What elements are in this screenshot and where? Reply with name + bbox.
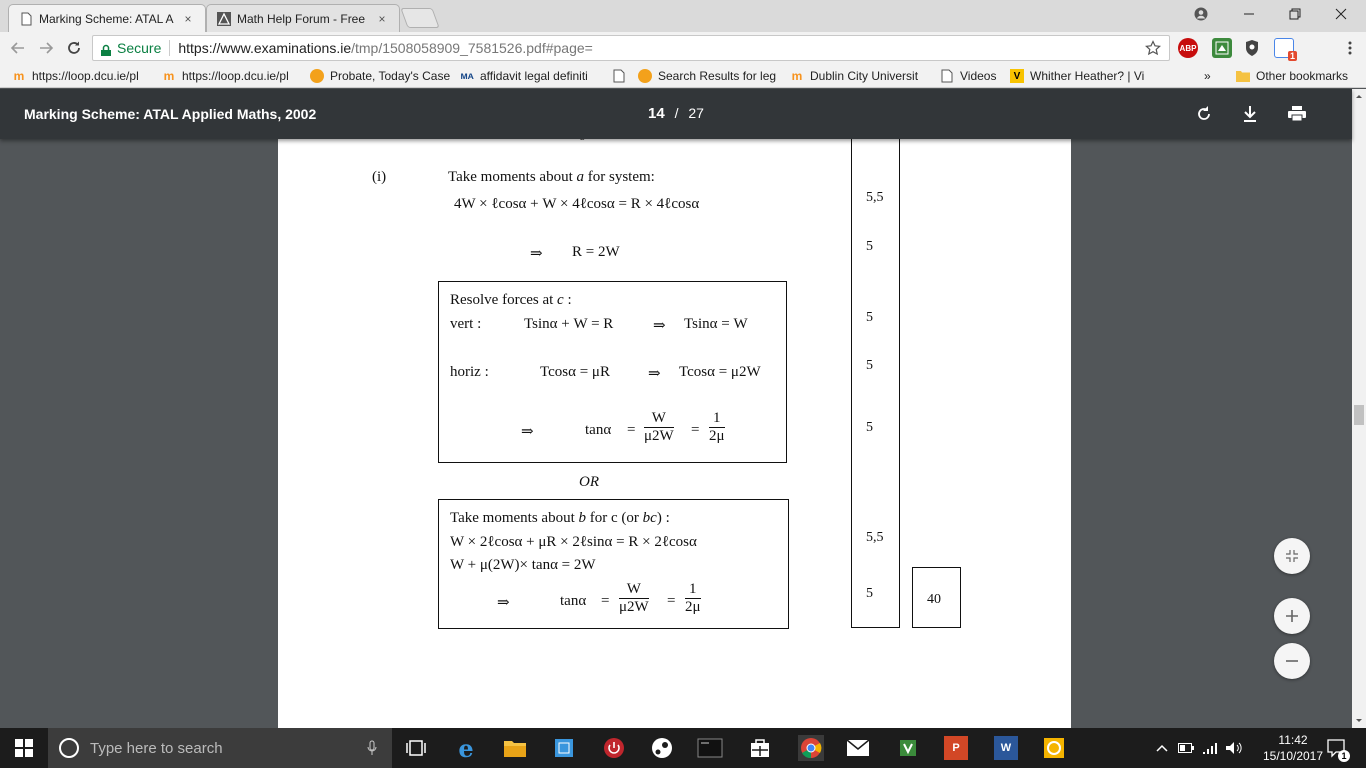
forum-logo-icon [217,12,231,26]
bookmarks-bar [0,64,1366,88]
moodle-icon: m [791,69,803,83]
mark: 5,5 [866,530,884,545]
document-icon [940,69,954,83]
shield-extension-icon[interactable] [1242,38,1262,58]
bookmark-label: https://loop.dcu.ie/pl [32,69,139,83]
extension-icon[interactable] [1212,38,1232,58]
implies-arrow: ⇒ [530,246,543,262]
task-view-icon[interactable] [404,736,428,760]
tab-title: Math Help Forum - Free [237,11,366,26]
fraction-numerator: 1 [709,410,725,428]
fraction-numerator: W [644,410,674,428]
battery-icon[interactable] [1174,736,1198,760]
implies-arrow: ⇒ [521,424,534,440]
document-icon [19,12,33,26]
box1-title [450,292,572,309]
site-logo-icon [638,69,652,83]
bookmark-item[interactable] [162,68,302,84]
tab-math-help-forum[interactable] [206,4,400,32]
box1-title-b: c [557,292,564,308]
bookmark-item[interactable] [612,68,628,84]
fraction-denominator: 2μ [685,599,701,615]
dictionary-icon: ᴍᴀ [460,70,474,82]
vogue-icon: V [1010,69,1024,83]
other-bookmarks-folder[interactable] [1236,68,1356,84]
implies-arrow: ⇒ [497,595,510,611]
action-center-icon[interactable] [1324,736,1348,760]
other-bookmarks-label: Other bookmarks [1256,69,1349,83]
bookmark-label: Probate, Today's Case [330,69,451,83]
or-label: OR [579,474,599,490]
system-clock[interactable] [1258,732,1328,764]
fraction-denominator: μ2W [619,599,649,615]
bookmark-label: affidavit legal definiti [480,69,588,83]
page-indicator [648,105,704,122]
restore-button[interactable] [1272,0,1318,28]
mark: 5 [866,586,873,601]
equation-1: 4W × ℓcosα + W × 4ℓcosα = R × 4ℓcosα [454,196,700,212]
fraction-numerator: 1 [685,581,701,599]
steam-icon[interactable] [650,736,674,760]
pdf-viewer[interactable] [0,89,1366,728]
sticky-app-icon[interactable] [1042,736,1066,760]
instruction-c: for system: [584,169,655,185]
box2-title-d: bc [642,510,657,526]
moodle-icon: m [13,69,25,83]
equation-2: R = 2W [572,244,620,260]
bookmark-label: https://loop.dcu.ie/pl [182,69,289,83]
forward-button[interactable] [34,36,58,60]
url-host: https://www.examinations.ie [178,40,352,56]
zoom-in-button[interactable] [1274,598,1310,634]
instruction-a: Take moments about [448,169,577,185]
bookmark-item[interactable] [1010,68,1150,84]
box2-title [450,510,670,527]
edge-icon[interactable]: e [458,733,474,763]
total-marks: 40 [927,592,941,607]
mark: 5 [866,358,873,373]
clock-date: 15/10/2017 [1262,749,1324,763]
box2-title-e: ) : [656,510,670,526]
instruction-b: a [576,169,585,185]
bookmark-label: Whither Heather? | Vi [1030,69,1145,83]
vert-equation-2: Tsinα = W [684,316,748,332]
cortana-icon [58,737,80,759]
bookmark-star-icon[interactable] [1145,40,1161,59]
rotate-button[interactable] [1192,102,1216,126]
equals-sign: = [627,422,636,438]
scroll-up-icon[interactable] [1352,89,1366,103]
bookmark-item[interactable] [12,68,152,84]
lock-icon [101,43,111,54]
tab-title: Marking Scheme: ATAL A [39,11,174,26]
mark: 5 [866,310,873,325]
fraction-denominator: 2μ [709,428,725,444]
bookmark-item[interactable] [310,68,450,84]
tab-strip [0,0,1366,32]
instruction-text [448,169,655,186]
word-icon[interactable]: W [994,736,1018,760]
fit-page-button[interactable] [1274,538,1310,574]
adblock-plus-icon[interactable]: ABP [1178,38,1198,58]
pdf-toolbar [0,89,1352,139]
print-button[interactable] [1285,102,1309,126]
fraction-w-over-mu2w [619,581,649,616]
horiz-equation-1: Tcosα = μR [540,364,610,380]
address-bar[interactable] [92,35,1170,61]
total-marks-box [912,567,961,628]
equals-sign: = [667,593,676,609]
close-icon[interactable]: × [184,11,192,26]
file-explorer-icon[interactable] [503,736,527,760]
chrome-icon[interactable] [798,735,824,761]
volume-icon[interactable] [1222,736,1246,760]
windows-taskbar [0,728,1366,768]
box1-title-a: Resolve forces at [450,292,558,308]
download-button[interactable] [1238,102,1262,126]
mark: 5 [866,239,873,254]
secure-label: Secure [117,40,162,56]
fraction-w-over-mu2w [644,410,674,445]
translate-extension-icon[interactable] [1274,38,1295,61]
zoom-out-button[interactable] [1274,643,1310,679]
store-icon[interactable] [552,736,576,760]
box2-title-b: b [578,510,587,526]
current-page-input[interactable]: 14 [648,105,665,122]
url-path: /tmp/1508058909_7581526.pdf#page= [351,40,593,56]
bookmark-label: Videos [960,69,997,83]
box2-title-a: Take moments about [450,510,579,526]
reload-button[interactable] [62,36,86,60]
implies-arrow: ⇒ [648,366,661,382]
take-moments-box [438,499,789,629]
page-separator: / [674,105,679,121]
taskbar-search[interactable] [48,728,392,768]
tan-label: tanα [585,422,612,438]
equals-sign: = [691,422,700,438]
vert-equation-1: Tsinα + W = R [524,316,614,332]
scroll-down-icon[interactable] [1352,714,1366,728]
bookmark-item[interactable] [638,68,778,84]
tan-label: tanα [560,593,587,609]
mail-icon[interactable] [846,736,870,760]
bookmark-item[interactable] [460,68,600,84]
fraction-1-over-2mu [685,581,701,616]
bookmark-item[interactable] [940,68,1006,84]
browser-toolbar [0,32,1366,64]
new-tab-button[interactable] [400,8,439,28]
part-label: (i) [372,169,387,185]
site-logo-icon [310,69,324,83]
secure-indicator[interactable] [93,40,161,56]
mark: 5,5 [866,190,884,205]
bookmark-item[interactable] [790,68,930,84]
show-hidden-icons-icon[interactable] [1150,736,1174,760]
implies-arrow: ⇒ [653,318,666,334]
box2-equation-2: W + μ(2W)× tanα = 2W [450,557,596,573]
wifi-icon[interactable] [1198,736,1222,760]
bookmark-label: Search Results for leg [658,69,777,83]
minimize-button[interactable] [1226,0,1272,28]
close-icon[interactable]: × [378,11,386,26]
moodle-icon: m [163,69,175,83]
fraction-denominator: μ2W [644,428,674,444]
fraction-1-over-2mu [709,410,725,445]
power-app-icon[interactable] [602,736,626,760]
url-text[interactable] [178,40,592,56]
equals-sign: = [601,593,610,609]
back-button[interactable] [6,36,30,60]
marks-column [851,135,900,628]
start-button[interactable] [12,736,36,760]
total-pages: 27 [688,105,704,121]
mark: 5 [866,420,873,435]
store-bag-icon[interactable] [748,736,772,760]
microphone-icon[interactable] [366,740,378,756]
powerpoint-icon[interactable]: P [944,736,968,760]
bookmark-label: Dublin City Universit [810,69,919,83]
horiz-equation-2: Tcosα = μ2W [679,364,761,380]
close-window-button[interactable] [1318,0,1364,28]
more-bookmarks-button[interactable]: » [1204,69,1211,83]
green-app-icon[interactable] [896,736,920,760]
terminal-icon[interactable] [698,736,722,760]
pdf-page [278,139,1071,728]
clock-time: 11:42 [1278,733,1308,747]
vertical-scrollbar[interactable] [1352,89,1366,728]
tab-marking-scheme[interactable] [8,4,206,32]
fraction-numerator: W [619,581,649,599]
resolve-forces-box [438,281,787,463]
divider [169,40,170,56]
menu-icon[interactable] [1338,36,1362,60]
pdf-title: Marking Scheme: ATAL Applied Maths, 2002 [24,106,317,122]
scroll-thumb[interactable] [1354,405,1364,425]
profile-icon[interactable] [1178,0,1224,28]
vert-label: vert : [450,316,482,332]
document-icon [612,69,626,83]
box2-equation-1: W × 2ℓcosα + μR × 2ℓsinα = R × 2ℓcosα [450,534,697,550]
box1-title-c: : [563,292,572,308]
notification-count: 1 [1338,750,1350,762]
box2-title-c: for c (or [586,510,643,526]
search-placeholder: Type here to search [90,739,223,757]
horiz-label: horiz : [450,364,489,380]
notification-badge: 1 [1289,51,1295,61]
folder-icon [1236,69,1250,83]
